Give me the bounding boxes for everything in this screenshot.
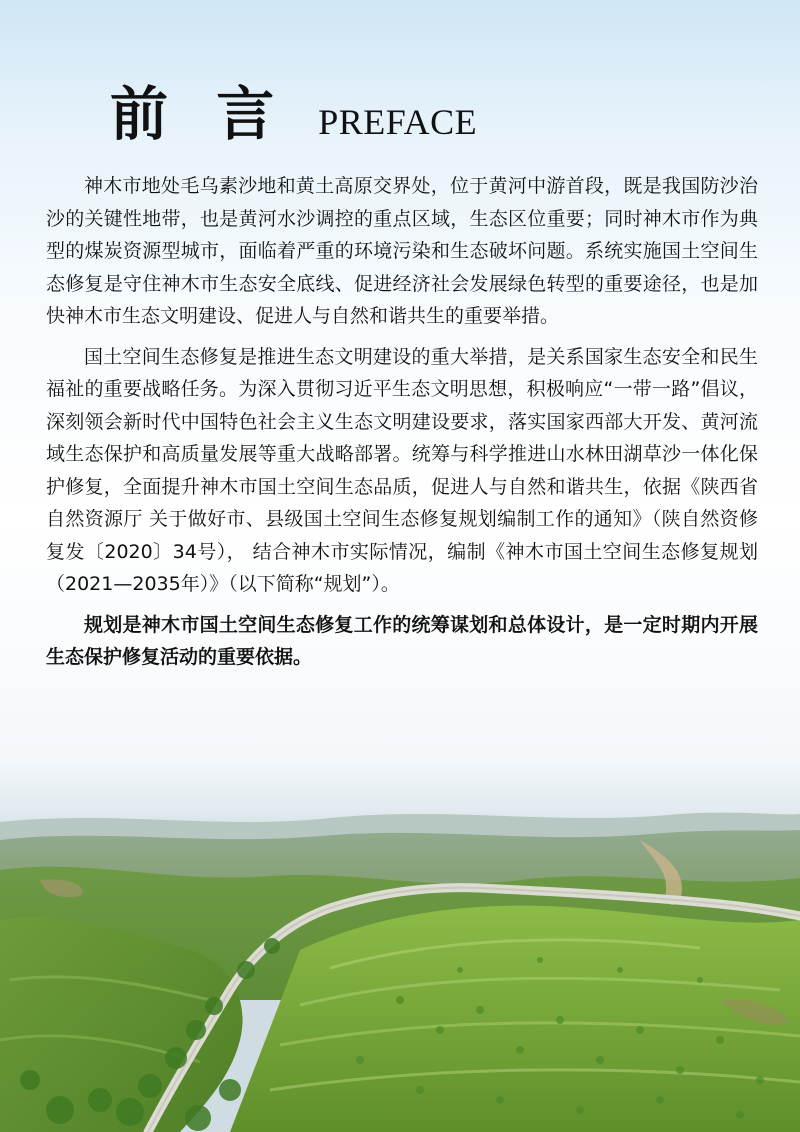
preface-body — [46, 170, 758, 682]
title-english: PREFACE — [318, 102, 478, 142]
title-chinese: 前 言 — [110, 80, 289, 148]
paragraph-2: 国土空间生态修复是推进生态文明建设的重大举措，是关系国家生态安全和民生福祉的重要战略任务。为深入贯彻习近平生态文明思想，积极响应“一带一路”倡议，深刻领会新时代中国特色社会主义生态文明建设要求，落实国家西部大开发、黄河流域生态保护和高质量发展等重大战略部署。统筹与科学推进山水林田湖草沙一体化保护修复，全面提升神木市国土空间生态品质，促进人与自然和谐共生，依据《陕西省自然资源厅 关于做好市、县级国土空间生态修复规划编制工作的通知》（陕自然资修复发〔2020〕34号）， 结合神木市实际情况，编制《神木市国土空间生态修复规划（2021—2035年）》（以下简称“规划”）。 — [46, 345, 758, 595]
paragraph-emphasis: 规划是神木市国土空间生态修复工作的统筹谋划和总体设计，是一定时期内开展生态保护修复活动的重要依据。 — [46, 613, 758, 668]
landscape-photo — [0, 800, 800, 1132]
paragraph-1: 神木市地处毛乌素沙地和黄土高原交界处，位于黄河中游首段，既是我国防沙治沙的关键性地带，也是黄河水沙调控的重点区域，生态区位重要；同时神木市作为典型的煤炭资源型城市，面临着严重的环境污染和生态破坏问题。系统实施国土空间生态修复是守住神木市生态安全底线、促进经济社会发展绿色转型的重要途径，也是加快神木市生态文明建设、促进人与自然和谐共生的重要举措。 — [46, 175, 758, 327]
page-title — [110, 78, 477, 150]
